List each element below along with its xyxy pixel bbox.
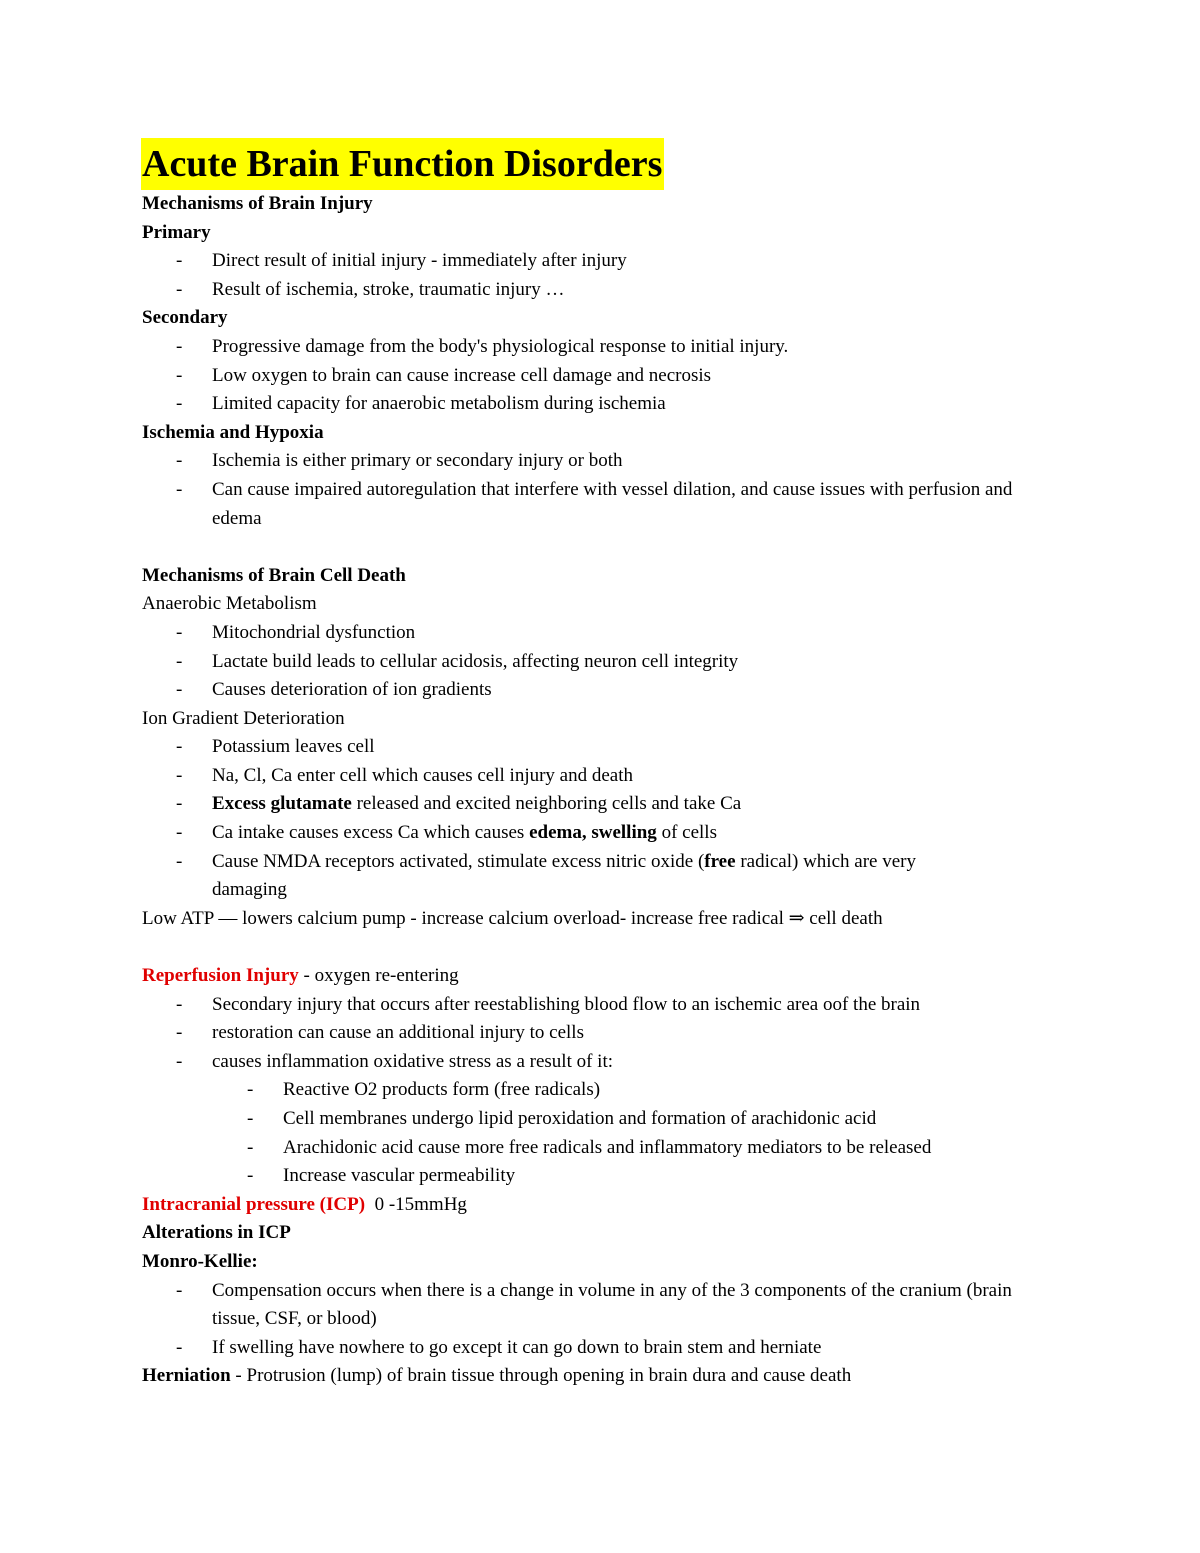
bullet-dash: - [176, 278, 183, 300]
red-heading: Reperfusion Injury [142, 965, 299, 987]
list-item: - Cause NMDA receptors activated, stimulate excess nitric oxide (free radical) which are very damaging [142, 848, 1042, 905]
list-item: - Excess glutamate released and excited neighboring cells and take Ca [142, 790, 1042, 819]
list-item: - Ca intake causes excess Ca which causes edema, swelling of cells [142, 819, 1042, 848]
bold-term: free [704, 850, 736, 872]
bullet-dash: - [176, 1050, 183, 1072]
bullet-dash: - [176, 250, 183, 272]
list-item: - Can cause impaired autoregulation that interfere with vessel dilation, and cause issues with perfusion and edema [142, 476, 1042, 533]
subheading-secondary: Secondary [142, 307, 228, 329]
bullet-dash: - [176, 621, 183, 643]
list-item: - Potassium leaves cell [142, 733, 1042, 762]
bullet-dash: - [176, 764, 183, 786]
list-item: - Limited capacity for anaerobic metabolism during ischemia [142, 390, 1042, 419]
section-heading: Mechanisms of Brain Injury [142, 193, 373, 214]
bullet-dash: - [176, 793, 183, 815]
sub-list-item: - Increase vascular permeability [142, 1162, 1042, 1191]
section-heading: Mechanisms of Brain Cell Death [142, 564, 406, 586]
list-item: - Mitochondrial dysfunction [142, 619, 1042, 648]
list-item: - causes inflammation oxidative stress as a result of it: [142, 1048, 1042, 1077]
bullet-dash: - [176, 1022, 183, 1044]
list-item: - Lactate build leads to cellular acidosis, affecting neuron cell integrity [142, 648, 1042, 677]
bullet-dash: - [176, 650, 183, 672]
list-item: - Result of ischemia, stroke, traumatic injury … [142, 276, 1042, 305]
bullet-dash: - [176, 450, 183, 472]
low-atp-line: Low ATP — lowers calcium pump - increase calcium overload- increase free radical ⇒ cell death [142, 907, 883, 929]
reperfusion-heading-line: Reperfusion Injury - oxygen re-entering [142, 965, 459, 987]
list-item: - Direct result of initial injury - immediately after injury [142, 247, 1042, 276]
bullet-dash: - [176, 679, 183, 701]
icp-heading-line: Intracranial pressure (ICP) 0 -15mmHg [142, 1193, 467, 1215]
subheading-ischemia: Ischemia and Hypoxia [142, 421, 324, 443]
bullet-dash: - [176, 1336, 183, 1358]
sub-list-item: - Arachidonic acid cause more free radicals and inflammatory mediators to be released [142, 1134, 1042, 1163]
spacer [142, 933, 1042, 962]
subheading-alterations: Alterations in ICP [142, 1222, 291, 1244]
bullet-dash: - [176, 335, 183, 357]
list-item: - Low oxygen to brain can cause increase cell damage and necrosis [142, 362, 1042, 391]
bold-term: Herniation [142, 1365, 231, 1387]
list-item: - Secondary injury that occurs after reestablishing blood flow to an ischemic area oof the brain [142, 991, 1042, 1020]
list-item: - Compensation occurs when there is a change in volume in any of the 3 components of the cranium (brain tissue, CSF, or blood) [142, 1277, 1042, 1334]
subheading-anaerobic: Anaerobic Metabolism [142, 593, 317, 615]
bullet-dash: - [176, 393, 183, 415]
list-item: - Ischemia is either primary or secondary injury or both [142, 447, 1042, 476]
document-body [142, 138, 1042, 1391]
list-item: - If swelling have nowhere to go except it can go down to brain stem and herniate [142, 1334, 1042, 1363]
list-item: - Progressive damage from the body's physiological response to initial injury. [142, 333, 1042, 362]
bullet-dash: - [176, 478, 183, 500]
bold-term: Excess glutamate [212, 793, 352, 815]
bullet-dash: - [176, 822, 183, 844]
bullet-dash: - [176, 993, 183, 1015]
bullet-dash: - [176, 1279, 183, 1301]
bullet-dash: - [247, 1165, 254, 1187]
sub-list-item: - Reactive O2 products form (free radicals) [142, 1076, 1042, 1105]
list-item: - restoration can cause an additional injury to cells [142, 1019, 1042, 1048]
sub-list-item: - Cell membranes undergo lipid peroxidation and formation of arachidonic acid [142, 1105, 1042, 1134]
subheading-primary: Primary [142, 221, 211, 243]
bold-term: edema, swelling [529, 822, 657, 844]
list-item: - Na, Cl, Ca enter cell which causes cell injury and death [142, 762, 1042, 791]
bullet-dash: - [247, 1108, 254, 1129]
red-heading: Intracranial pressure (ICP) [142, 1193, 366, 1215]
bullet-dash: - [176, 736, 183, 758]
bullet-dash: - [176, 364, 183, 386]
list-item: - Causes deterioration of ion gradients [142, 676, 1042, 705]
subheading-monro-kellie: Monro-Kellie: [142, 1250, 258, 1272]
document-title: Acute Brain Function Disorders [141, 138, 664, 190]
bullet-dash: - [247, 1079, 254, 1101]
spacer [142, 533, 1042, 562]
subheading-ion-gradient: Ion Gradient Deterioration [142, 707, 345, 729]
bullet-dash: - [247, 1136, 254, 1158]
bullet-dash: - [176, 850, 183, 872]
herniation-line: Herniation - Protrusion (lump) of brain tissue through opening in brain dura and cause death [142, 1365, 852, 1387]
